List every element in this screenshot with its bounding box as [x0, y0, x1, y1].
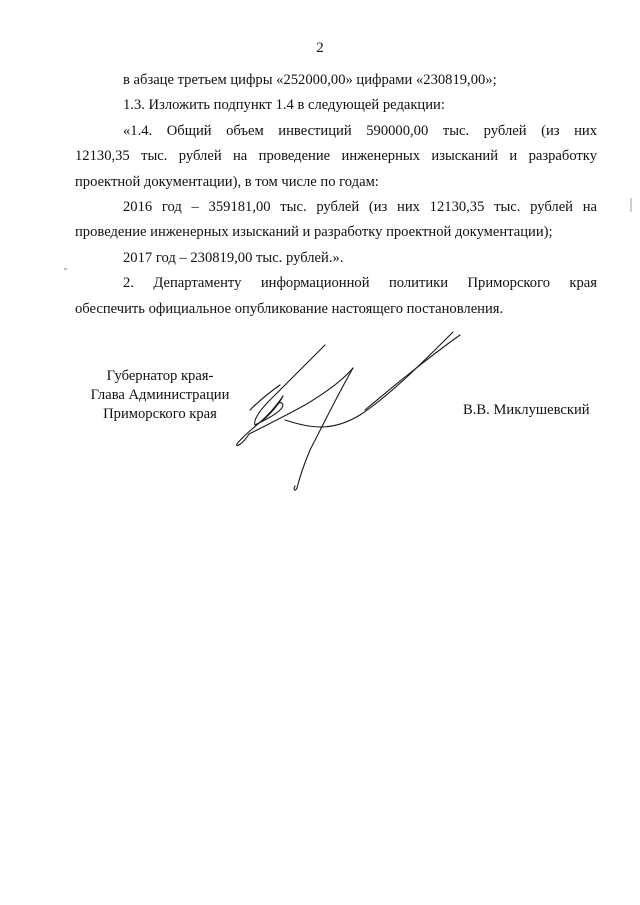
paragraph-line: проектной документации), в том числе по годам:: [75, 173, 379, 190]
paragraph-year-2017: 2017 год – 230819,00 тыс. рублей.».: [123, 249, 344, 266]
paragraph-line: 2016 год – 359181,00 тыс. рублей (из них 12130,35 тыс. рублей на: [123, 199, 597, 216]
paragraph-year-2016: [75, 195, 597, 246]
signatory-name: В.В. Миклушевский: [463, 402, 590, 418]
page-number: 2: [316, 40, 324, 56]
paragraph-line: 12130,35 тыс. рублей на проведение инженерных изысканий и разработку: [75, 148, 597, 165]
scan-edge-mark: [64, 268, 67, 270]
scan-edge-mark: [630, 198, 632, 212]
signatory-title-line: Приморского края: [103, 406, 217, 422]
paragraph-investment-total: [75, 119, 597, 195]
paragraph-line: 2. Департаменту информационной политики Приморского края: [123, 275, 597, 292]
paragraph-line: обеспечить официальное опубликование настоящего постановления.: [75, 300, 504, 317]
signatory-title-line: Глава Администрации: [90, 387, 230, 403]
paragraph-line: «1.4. Общий объем инвестиций 590000,00 тыс. рублей (из них: [123, 122, 597, 139]
paragraph-publication-order: [75, 271, 597, 322]
handwritten-signature: [225, 330, 485, 500]
paragraph-subclause-1-3: 1.3. Изложить подпункт 1.4 в следующей редакции:: [123, 97, 445, 114]
paragraph-line: проведение инженерных изысканий и разработку проектной документации);: [75, 224, 553, 241]
signatory-title-line: Губернатор края-: [106, 368, 214, 384]
document-body: [75, 68, 597, 322]
paragraph-amendment-figures: в абзаце третьем цифры «252000,00» цифрами «230819,00»;: [123, 72, 497, 88]
signatory-title: [75, 367, 245, 424]
